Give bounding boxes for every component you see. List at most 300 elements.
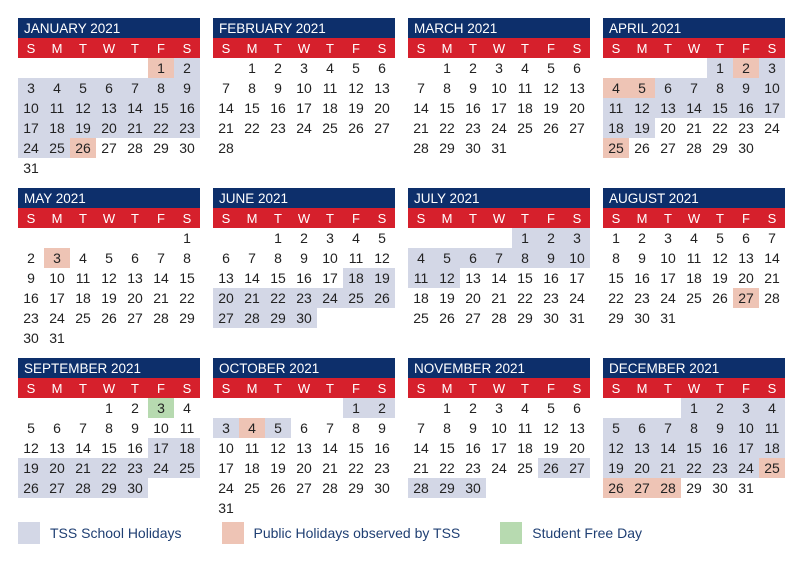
day-cell: 18 — [517, 100, 533, 116]
day-cell: 20 — [296, 460, 312, 476]
day-cell: 9 — [174, 78, 200, 98]
day-cell: 15 — [439, 440, 455, 456]
day-cell: 14 — [764, 250, 780, 266]
legend-item-student-free-day — [500, 522, 642, 544]
day-cell: 14 — [218, 100, 234, 116]
day-cell: 11 — [517, 420, 533, 436]
month-block — [213, 188, 395, 348]
weekday-label: S — [221, 211, 231, 226]
day-cell: 27 — [465, 310, 481, 326]
day-cell: 1 — [681, 398, 707, 418]
day-cell: 13 — [465, 270, 481, 286]
day-cell: 6 — [96, 78, 122, 98]
day-cell: 28 — [239, 308, 265, 328]
day-cell: 14 — [75, 440, 91, 456]
day-cell: 29 — [712, 140, 728, 156]
day-cell: 9 — [733, 78, 759, 98]
weekday-header — [18, 208, 200, 228]
day-cell: 13 — [738, 250, 754, 266]
day-cell: 10 — [491, 80, 507, 96]
day-cell: 18 — [244, 460, 260, 476]
day-cell: 17 — [733, 438, 759, 458]
day-cell: 11 — [244, 440, 260, 456]
day-cell: 4 — [521, 60, 529, 76]
day-cell: 5 — [265, 418, 291, 438]
day-cell: 25 — [517, 120, 533, 136]
month-title: MARCH 2021 — [408, 18, 590, 38]
day-cell: 6 — [742, 230, 750, 246]
day-cell: 17 — [49, 290, 65, 306]
day-cell: 18 — [75, 290, 91, 306]
month-title: OCTOBER 2021 — [213, 358, 395, 378]
day-cell: 1 — [443, 400, 451, 416]
weekday-label: M — [636, 41, 648, 56]
day-cell: 21 — [764, 270, 780, 286]
day-cell: 22 — [439, 120, 455, 136]
weekday-label: W — [687, 41, 701, 56]
day-cell: 27 — [660, 140, 676, 156]
day-cell: 1 — [248, 60, 256, 76]
weekday-label: S — [767, 41, 777, 56]
weekday-header — [603, 208, 785, 228]
month-title: MAY 2021 — [18, 188, 200, 208]
weekday-label: M — [636, 211, 648, 226]
day-cell: 11 — [44, 98, 70, 118]
day-cell: 12 — [434, 268, 460, 288]
day-cell: 6 — [222, 250, 230, 266]
day-cell: 27 — [564, 458, 590, 478]
day-cell: 9 — [538, 248, 564, 268]
day-cell: 29 — [517, 310, 533, 326]
weekday-header — [18, 378, 200, 398]
day-cell: 23 — [374, 460, 390, 476]
days-grid — [213, 58, 395, 178]
day-cell: 9 — [469, 420, 477, 436]
day-cell: 17 — [218, 460, 234, 476]
day-cell: 7 — [417, 80, 425, 96]
weekday-label: F — [547, 211, 555, 226]
day-cell: 17 — [322, 270, 338, 286]
day-cell: 1 — [343, 398, 369, 418]
day-cell: 10 — [759, 78, 785, 98]
day-cell: 29 — [434, 478, 460, 498]
day-cell: 4 — [759, 398, 785, 418]
day-cell: 24 — [296, 120, 312, 136]
day-cell: 13 — [374, 80, 390, 96]
weekday-label: T — [469, 41, 477, 56]
day-cell: 19 — [348, 100, 364, 116]
weekday-label: M — [636, 381, 648, 396]
month-title: SEPTEMBER 2021 — [18, 358, 200, 378]
day-cell: 7 — [222, 80, 230, 96]
day-cell: 28 — [413, 140, 429, 156]
day-cell: 19 — [18, 458, 44, 478]
day-cell: 10 — [296, 80, 312, 96]
day-cell: 5 — [716, 230, 724, 246]
day-cell: 1 — [707, 58, 733, 78]
day-cell: 16 — [174, 98, 200, 118]
day-cell: 8 — [707, 78, 733, 98]
day-cell: 4 — [352, 230, 360, 246]
day-cell: 24 — [18, 138, 44, 158]
day-cell: 24 — [49, 310, 65, 326]
day-cell: 19 — [439, 290, 455, 306]
day-cell: 4 — [239, 418, 265, 438]
day-cell: 20 — [465, 290, 481, 306]
day-cell: 17 — [569, 270, 585, 286]
day-cell: 19 — [629, 118, 655, 138]
day-cell: 24 — [491, 120, 507, 136]
day-cell: 27 — [296, 480, 312, 496]
day-cell: 10 — [153, 420, 169, 436]
day-cell: 28 — [70, 478, 96, 498]
day-cell: 15 — [608, 270, 624, 286]
legend-label: Public Holidays observed by TSS — [253, 525, 461, 541]
weekday-label: S — [611, 211, 621, 226]
day-cell: 25 — [517, 460, 533, 476]
day-cell: 28 — [491, 310, 507, 326]
day-cell: 9 — [300, 250, 308, 266]
month-title: DECEMBER 2021 — [603, 358, 785, 378]
weekday-header — [408, 378, 590, 398]
day-cell: 30 — [122, 478, 148, 498]
day-cell: 11 — [603, 98, 629, 118]
day-cell: 17 — [660, 270, 676, 286]
weekday-label: S — [611, 381, 621, 396]
weekday-label: M — [441, 41, 453, 56]
weekday-label: F — [352, 211, 360, 226]
day-cell: 13 — [569, 80, 585, 96]
month-block — [603, 18, 785, 178]
weekday-label: W — [492, 41, 506, 56]
day-cell: 6 — [573, 60, 581, 76]
weekday-label: W — [297, 381, 311, 396]
days-grid — [213, 398, 395, 518]
day-cell: 16 — [23, 290, 39, 306]
days-grid — [603, 58, 785, 178]
weekday-label: F — [742, 211, 750, 226]
day-cell: 4 — [690, 230, 698, 246]
day-cell: 5 — [105, 250, 113, 266]
day-cell: 8 — [274, 250, 282, 266]
day-cell: 12 — [374, 250, 390, 266]
day-cell: 12 — [270, 440, 286, 456]
legend-item-public-holidays — [222, 522, 461, 544]
day-cell: 24 — [569, 290, 585, 306]
weekday-label: S — [767, 211, 777, 226]
month-block — [18, 188, 200, 348]
month-block — [603, 188, 785, 348]
day-cell: 8 — [248, 80, 256, 96]
day-cell: 4 — [183, 400, 191, 416]
day-cell: 15 — [179, 270, 195, 286]
weekday-label: T — [716, 211, 724, 226]
day-cell: 3 — [733, 398, 759, 418]
day-cell: 18 — [603, 118, 629, 138]
day-cell: 26 — [369, 288, 395, 308]
day-cell: 5 — [27, 420, 35, 436]
day-cell: 23 — [174, 118, 200, 138]
weekday-label: T — [664, 211, 672, 226]
day-cell: 22 — [348, 460, 364, 476]
weekday-label: S — [26, 381, 36, 396]
day-cell: 5 — [629, 78, 655, 98]
day-cell: 12 — [712, 250, 728, 266]
day-cell: 3 — [300, 60, 308, 76]
day-cell: 17 — [18, 118, 44, 138]
day-cell: 11 — [408, 268, 434, 288]
day-cell: 2 — [300, 230, 308, 246]
weekday-label: T — [274, 41, 282, 56]
day-cell: 23 — [738, 120, 754, 136]
day-cell: 21 — [122, 118, 148, 138]
day-cell: 25 — [174, 458, 200, 478]
days-grid — [408, 58, 590, 178]
day-cell: 26 — [18, 478, 44, 498]
weekday-header — [408, 38, 590, 58]
day-cell: 20 — [374, 100, 390, 116]
day-cell: 19 — [543, 440, 559, 456]
day-cell: 12 — [70, 98, 96, 118]
weekday-label: S — [416, 211, 426, 226]
day-cell: 4 — [603, 78, 629, 98]
day-cell: 6 — [460, 248, 486, 268]
day-cell: 18 — [322, 100, 338, 116]
day-cell: 6 — [378, 60, 386, 76]
day-cell: 14 — [122, 98, 148, 118]
day-cell: 26 — [70, 138, 96, 158]
calendar-grid — [18, 18, 785, 516]
weekday-label: T — [79, 41, 87, 56]
weekday-label: T — [469, 381, 477, 396]
weekday-header — [603, 38, 785, 58]
day-cell: 27 — [733, 288, 759, 308]
legend — [18, 522, 682, 544]
day-cell: 8 — [183, 250, 191, 266]
days-grid — [603, 398, 785, 518]
day-cell: 10 — [564, 248, 590, 268]
day-cell: 24 — [660, 290, 676, 306]
day-cell: 2 — [538, 228, 564, 248]
day-cell: 14 — [244, 270, 260, 286]
day-cell: 10 — [660, 250, 676, 266]
day-cell: 3 — [44, 248, 70, 268]
day-cell: 5 — [434, 248, 460, 268]
day-cell: 20 — [213, 288, 239, 308]
day-cell: 6 — [655, 78, 681, 98]
day-cell: 21 — [655, 458, 681, 478]
day-cell: 2 — [369, 398, 395, 418]
weekday-header — [408, 208, 590, 228]
day-cell: 18 — [174, 438, 200, 458]
day-cell: 22 — [517, 290, 533, 306]
day-cell: 15 — [148, 98, 174, 118]
day-cell: 6 — [53, 420, 61, 436]
day-cell: 11 — [179, 420, 195, 436]
day-cell: 2 — [469, 400, 477, 416]
day-cell: 12 — [603, 438, 629, 458]
day-cell: 27 — [569, 120, 585, 136]
public-holiday-swatch — [222, 522, 244, 544]
day-cell: 20 — [629, 458, 655, 478]
weekday-header — [213, 208, 395, 228]
day-cell: 1 — [183, 230, 191, 246]
day-cell: 30 — [738, 140, 754, 156]
day-cell: 7 — [417, 420, 425, 436]
weekday-label: W — [687, 211, 701, 226]
day-cell: 1 — [105, 400, 113, 416]
day-cell: 26 — [270, 480, 286, 496]
day-cell: 20 — [44, 458, 70, 478]
day-cell: 30 — [634, 310, 650, 326]
weekday-label: W — [297, 211, 311, 226]
weekday-label: S — [182, 381, 192, 396]
day-cell: 8 — [148, 78, 174, 98]
weekday-label: S — [26, 41, 36, 56]
day-cell: 26 — [712, 290, 728, 306]
day-cell: 23 — [122, 458, 148, 478]
day-cell: 21 — [491, 290, 507, 306]
day-cell: 26 — [538, 458, 564, 478]
day-cell: 15 — [244, 100, 260, 116]
weekday-label: T — [716, 41, 724, 56]
day-cell: 10 — [218, 440, 234, 456]
day-cell: 13 — [127, 270, 143, 286]
day-cell: 13 — [629, 438, 655, 458]
day-cell: 22 — [681, 458, 707, 478]
weekday-label: M — [441, 381, 453, 396]
day-cell: 12 — [23, 440, 39, 456]
day-cell: 3 — [326, 230, 334, 246]
day-cell: 10 — [733, 418, 759, 438]
legend-item-school-holidays — [18, 522, 182, 544]
weekday-label: T — [131, 211, 139, 226]
day-cell: 24 — [733, 458, 759, 478]
day-cell: 26 — [348, 120, 364, 136]
day-cell: 4 — [79, 250, 87, 266]
day-cell: 2 — [274, 60, 282, 76]
day-cell: 31 — [49, 330, 65, 346]
weekday-label: S — [221, 381, 231, 396]
weekday-label: M — [246, 211, 258, 226]
weekday-header — [213, 38, 395, 58]
day-cell: 13 — [296, 440, 312, 456]
day-cell: 3 — [759, 58, 785, 78]
day-cell: 24 — [491, 460, 507, 476]
day-cell: 18 — [44, 118, 70, 138]
day-cell: 3 — [564, 228, 590, 248]
day-cell: 28 — [686, 140, 702, 156]
month-block — [408, 358, 590, 518]
month-block — [603, 358, 785, 518]
weekday-label: M — [51, 211, 63, 226]
day-cell: 25 — [343, 288, 369, 308]
day-cell: 15 — [707, 98, 733, 118]
day-cell: 15 — [101, 440, 117, 456]
day-cell: 8 — [443, 420, 451, 436]
day-cell: 10 — [322, 250, 338, 266]
weekday-label: W — [687, 381, 701, 396]
day-cell: 13 — [655, 98, 681, 118]
day-cell: 27 — [127, 310, 143, 326]
day-cell: 7 — [681, 78, 707, 98]
day-cell: 2 — [638, 230, 646, 246]
day-cell: 23 — [465, 460, 481, 476]
day-cell: 29 — [153, 140, 169, 156]
day-cell: 3 — [148, 398, 174, 418]
day-cell: 3 — [495, 400, 503, 416]
weekday-label: M — [51, 381, 63, 396]
weekday-label: W — [492, 381, 506, 396]
day-cell: 23 — [634, 290, 650, 306]
day-cell: 20 — [569, 440, 585, 456]
day-cell: 16 — [270, 100, 286, 116]
day-cell: 5 — [547, 60, 555, 76]
day-cell: 3 — [495, 60, 503, 76]
day-cell: 28 — [127, 140, 143, 156]
day-cell: 8 — [105, 420, 113, 436]
day-cell: 15 — [439, 100, 455, 116]
day-cell: 12 — [543, 80, 559, 96]
day-cell: 12 — [629, 98, 655, 118]
day-cell: 11 — [517, 80, 533, 96]
day-cell: 11 — [759, 418, 785, 438]
legend-label: Student Free Day — [532, 525, 642, 541]
weekday-label: S — [182, 41, 192, 56]
days-grid — [603, 228, 785, 348]
day-cell: 16 — [543, 270, 559, 286]
day-cell: 12 — [543, 420, 559, 436]
day-cell: 30 — [291, 308, 317, 328]
day-cell: 7 — [768, 230, 776, 246]
weekday-label: S — [572, 41, 582, 56]
weekday-label: W — [492, 211, 506, 226]
day-cell: 30 — [460, 478, 486, 498]
day-cell: 9 — [27, 270, 35, 286]
student-free-day-swatch — [500, 522, 522, 544]
day-cell: 29 — [608, 310, 624, 326]
day-cell: 18 — [759, 438, 785, 458]
day-cell: 25 — [759, 458, 785, 478]
day-cell: 18 — [343, 268, 369, 288]
day-cell: 16 — [465, 440, 481, 456]
day-cell: 11 — [75, 270, 91, 286]
weekday-header — [18, 38, 200, 58]
day-cell: 19 — [101, 290, 117, 306]
day-cell: 27 — [101, 140, 117, 156]
day-cell: 17 — [491, 440, 507, 456]
day-cell: 30 — [465, 140, 481, 156]
day-cell: 19 — [543, 100, 559, 116]
weekday-label: S — [182, 211, 192, 226]
day-cell: 31 — [218, 500, 234, 516]
day-cell: 6 — [131, 250, 139, 266]
month-title: JULY 2021 — [408, 188, 590, 208]
month-block — [213, 358, 395, 518]
day-cell: 26 — [439, 310, 455, 326]
weekday-label: S — [767, 381, 777, 396]
weekday-label: F — [742, 41, 750, 56]
day-cell: 25 — [603, 138, 629, 158]
month-block — [408, 188, 590, 348]
weekday-label: T — [79, 381, 87, 396]
day-cell: 16 — [707, 438, 733, 458]
day-cell: 26 — [543, 120, 559, 136]
day-cell: 22 — [244, 120, 260, 136]
day-cell: 8 — [612, 250, 620, 266]
weekday-label: T — [326, 211, 334, 226]
day-cell: 31 — [491, 140, 507, 156]
